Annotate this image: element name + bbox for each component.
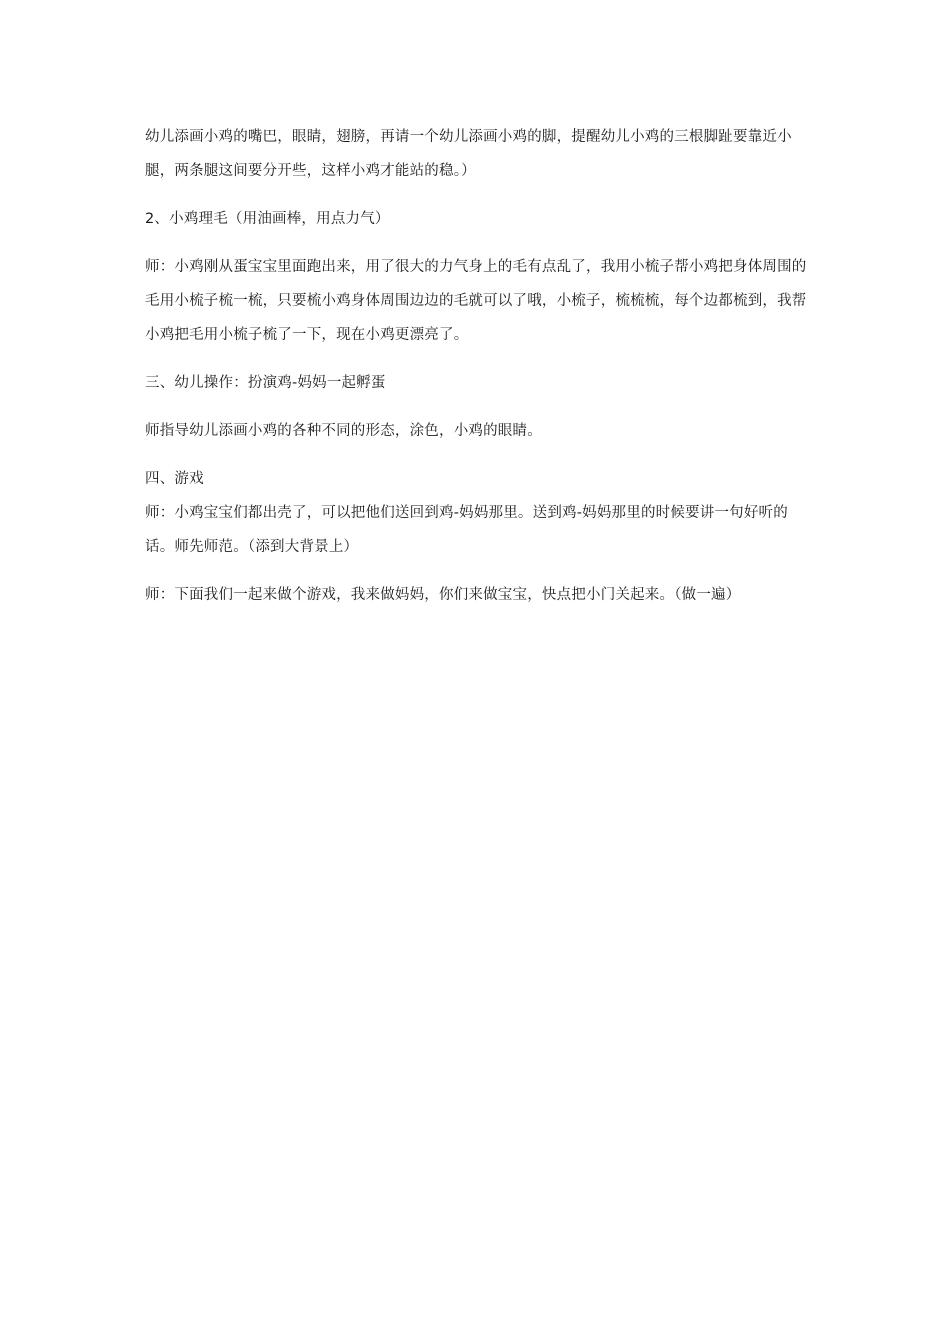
paragraph-teacher-grooming: 师：小鸡刚从蛋宝宝里面跑出来，用了很大的力气身上的毛有点乱了，我用小梳子帮小鸡把身体周围的毛用小梳子梳一梳，只要梳小鸡身体周围边边的毛就可以了哦，小梳子，梳梳梳，每个边都梳到，我帮小鸡把毛用小梳子梳了一下，现在小鸡更漂亮了。 bbox=[145, 259, 807, 343]
section-heading-game: 四、游戏 bbox=[145, 471, 204, 487]
paragraph-teacher-game: 师：下面我们一起来做个游戏，我来做妈妈，你们来做宝宝，快点把小门关起来。（做一遍） bbox=[145, 587, 741, 603]
section-heading-child-activity: 三、幼儿操作：扮演鸡-妈妈一起孵蛋 bbox=[145, 375, 386, 391]
document-body bbox=[145, 120, 810, 612]
paragraph-teacher-guidance: 师指导幼儿添画小鸡的各种不同的形态，涂色，小鸡的眼睛。 bbox=[145, 423, 542, 439]
section-heading-grooming: 2、小鸡理毛（用油画棒，用点力气） bbox=[145, 211, 390, 227]
paragraph-drawing-instructions: 幼儿添画小鸡的嘴巴，眼睛，翅膀，再请一个幼儿添画小鸡的脚，提醒幼儿小鸡的三根脚趾要靠近小腿，两条腿这间要分开些，这样小鸡才能站的稳。） bbox=[145, 129, 792, 179]
paragraph-teacher-return-chicks: 师：小鸡宝宝们都出壳了，可以把他们送回到鸡-妈妈那里。送到鸡-妈妈那里的时候要讲一句好听的话。师先师范。（添到大背景上） bbox=[145, 505, 788, 555]
